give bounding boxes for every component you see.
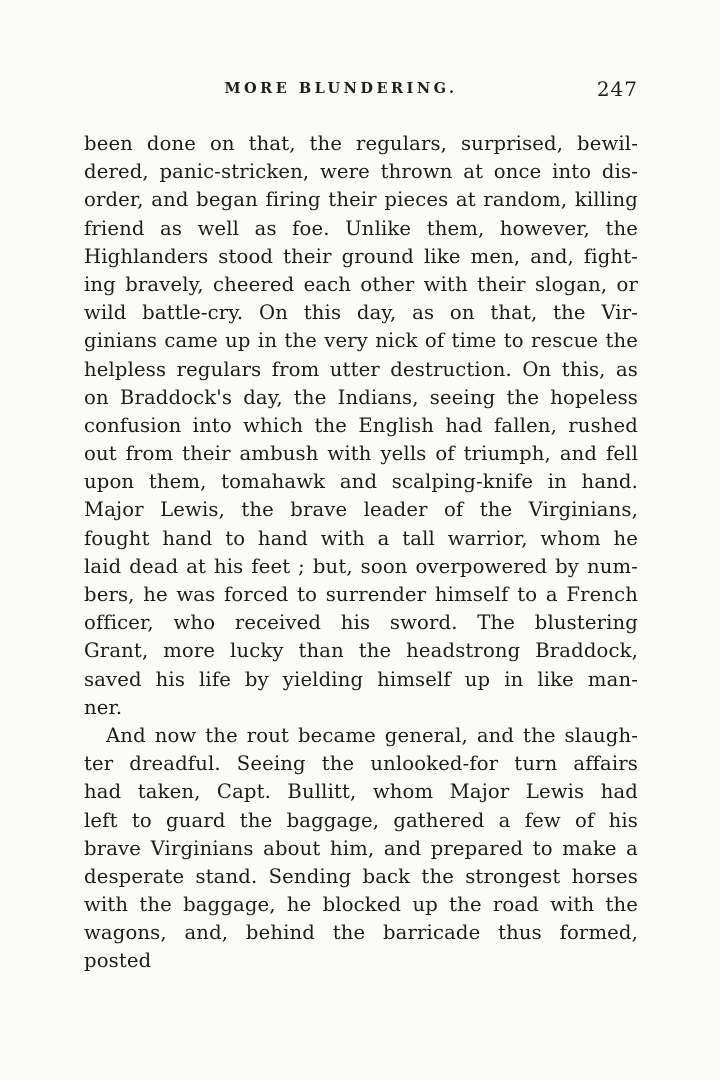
text-line: ner.	[84, 695, 123, 719]
text-line: officer, who received his sword. The blustering	[84, 611, 638, 635]
text-line: wild battle-cry. On this day, as on that, the Vir-	[84, 301, 638, 325]
text-line: fought hand to hand with a tall warrior, whom he	[84, 526, 638, 550]
text-line: confusion into which the English had fallen, rushed	[84, 413, 638, 437]
text-line: Highlanders stood their ground like men, and, fight-	[84, 244, 638, 268]
page-header	[84, 77, 638, 104]
text-line: desperate stand. Sending back the strongest horses	[84, 864, 638, 888]
text-line: had taken, Capt. Bullitt, whom Major Lewis had	[84, 780, 638, 804]
text-line: been done on that, the regulars, surprised, bewil-	[84, 132, 638, 155]
running-head: MORE BLUNDERING.	[224, 80, 458, 97]
text-line: And now the rout became general, and the slaugh-	[106, 723, 638, 747]
text-line: Grant, more lucky than the headstrong Braddock,	[84, 639, 638, 663]
text-line: Major Lewis, the brave leader of the Virginians,	[84, 498, 638, 522]
text-line: upon them, tomahawk and scalping-knife in hand.	[84, 470, 638, 494]
text-line: wagons, and, behind the barricade thus formed, posted	[84, 921, 638, 973]
book-page	[84, 77, 638, 973]
page-body	[84, 130, 638, 973]
text-line: ing bravely, cheered each other with their slogan, or	[84, 272, 638, 296]
text-line: laid dead at his feet ; but, soon overpowered by num-	[84, 554, 638, 578]
text-line: left to guard the baggage, gathered a few of his	[84, 808, 638, 832]
text-line: friend as well as foe. Unlike them, however, the	[84, 216, 638, 240]
text-line: bers, he was forced to surrender himself to a French	[84, 583, 638, 606]
text-line: ter dreadful. Seeing the unlooked-for turn affairs	[84, 752, 638, 776]
text-line: dered, panic-stricken, were thrown at once into dis-	[84, 160, 638, 184]
text-line: with the baggage, he blocked up the road with the	[84, 893, 638, 917]
text-line: out from their ambush with yells of triumph, and fell	[84, 442, 638, 466]
text-line: ginians came up in the very nick of time to rescue the	[84, 329, 638, 353]
text-line: brave Virginians about him, and prepared to make a	[84, 836, 638, 860]
text-line: helpless regulars from utter destruction. On this, as	[84, 357, 638, 381]
text-line: on Braddock's day, the Indians, seeing the hopeless	[84, 385, 638, 409]
text-line: order, and began firing their pieces at random, killing	[84, 188, 638, 212]
page-number: 247	[596, 77, 638, 101]
text-line: saved his life by yielding himself up in like man-	[84, 667, 638, 691]
